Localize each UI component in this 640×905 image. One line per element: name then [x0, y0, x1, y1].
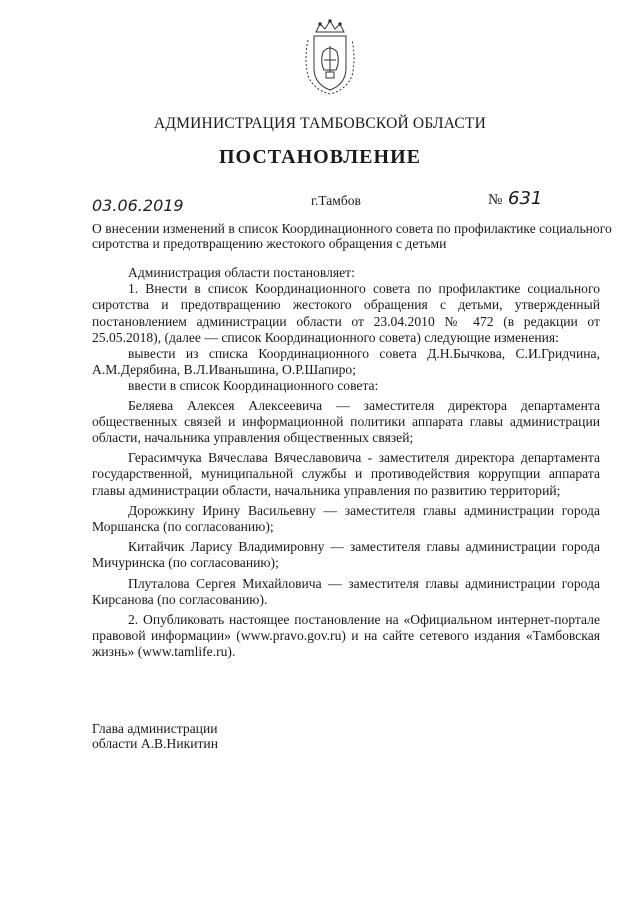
member-paragraph: Беляева Алексея Алексеевича — заместителя директора департамента общественных связей и информационной политики аппарата главы администрации области, начальника управления общественных связей;	[92, 397, 600, 446]
signature-line: Глава администрации	[92, 721, 218, 736]
document-city: г.Тамбов	[311, 193, 361, 208]
add-members-intro: ввести в список Координационного совета:	[128, 378, 379, 394]
document-type-title: ПОСТАНОВЛЕНИЕ	[219, 146, 421, 168]
agency-name: АДМИНИСТРАЦИЯ ТАМБОВСКОЙ ОБЛАСТИ	[154, 115, 486, 132]
item-2-paragraph: 2. Опубликовать настоящее постановление на «Официальном интернет-портале правовой информации» (www.pravo.gov.ru) и на сайте сетевого издания «Тамбовская жизнь» (www.tamlife.ru).	[92, 612, 600, 660]
signature-block	[92, 721, 218, 751]
remove-members-paragraph: вывести из списка Координационного совета Д.Н.Бычкова, С.И.Гридчина, А.М.Дерябина, В.Л.Иваньшина, О.Р.Шапиро;	[92, 346, 600, 378]
member-paragraph: Герасимчука Вячеслава Вячеславовича - заместителя директора департамента государственной, муниципальной службы и противодействия коррупции аппарата главы администрации области, начальника управления по развитию территорий;	[92, 450, 600, 498]
coat-of-arms-icon	[300, 18, 360, 98]
member-paragraph: Китайчик Ларису Владимировну — заместителя главы администрации города Мичуринска (по согласованию);	[92, 539, 600, 571]
document-subject: О внесении изменений в список Координационного совета по профилактике социального сиротства и предотвращению жестокого обращения с детьми	[92, 221, 612, 251]
member-paragraph: Дорожкину Ирину Васильевну — заместителя главы администрации города Моршанска (по согласованию);	[92, 502, 600, 535]
document-number-label: №	[488, 192, 503, 208]
document-body	[92, 265, 600, 661]
document-number: 631	[508, 188, 543, 209]
item-1-paragraph: 1. Внести в список Координационного совета по профилактике социального сиротства и предотвращению жестокого обращения с детьми, утвержденный постановлением администрации области от 23.04.2010 № 472 (в редакции от 25.05.2018), (далее — список Координационного совета) следующие изменения:	[92, 281, 600, 345]
signature-line: области А.В.Никитин	[92, 736, 218, 751]
document-date: 03.06.2019	[92, 196, 184, 215]
intro-paragraph: Администрация области постановляет:	[128, 265, 355, 280]
member-paragraph: Плуталова Сергея Михайловича — заместителя главы администрации города Кирсанова (по согласованию).	[92, 575, 600, 607]
